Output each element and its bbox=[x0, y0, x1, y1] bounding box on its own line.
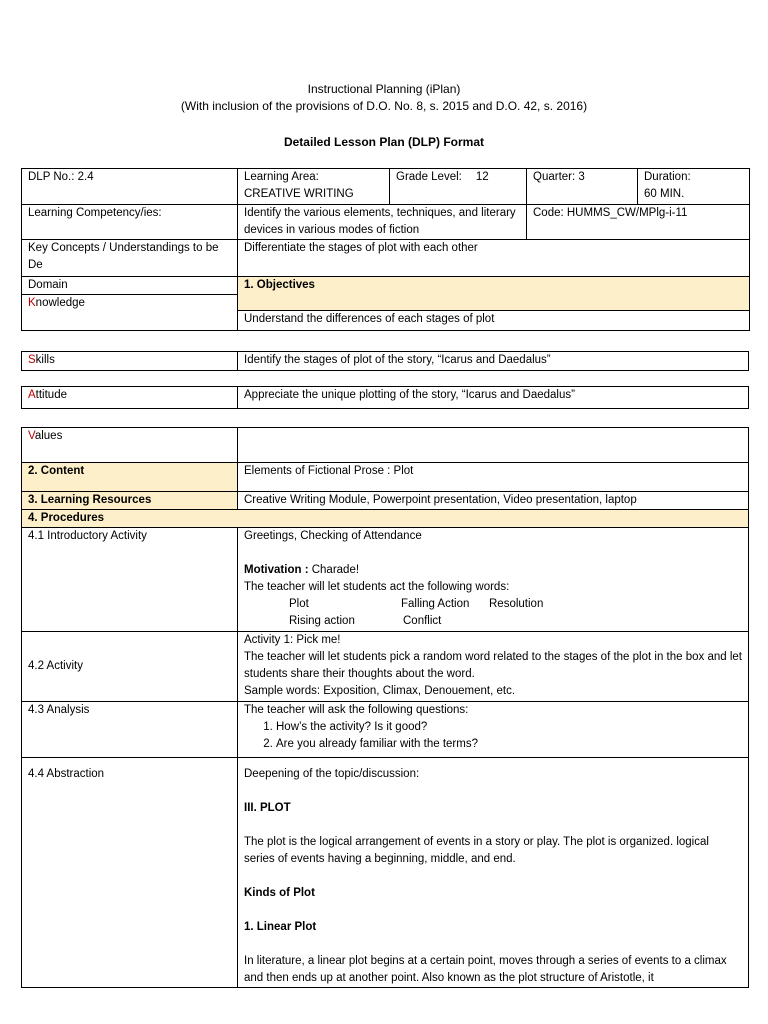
analysis-question: 2. Are you already familiar with the terms? bbox=[276, 736, 742, 753]
analysis-question: 1. How’s the activity? Is it good? bbox=[276, 719, 742, 736]
resources-label: 3. Learning Resources bbox=[28, 494, 152, 506]
attitude-value: Appreciate the unique plotting of the story, “Icarus and Daedalus” bbox=[244, 389, 575, 401]
linear-plot-text: In literature, a linear plot begins at a certain point, moves through a series of events to a climax and then ends up at another point. Also known as the plot structure of Aristotle, it bbox=[244, 955, 727, 984]
kinds-of-plot-heading: Kinds of Plot bbox=[244, 887, 315, 899]
skills-initial: S bbox=[28, 354, 36, 366]
motivation-label: Motivation : bbox=[244, 564, 309, 576]
resources-value-cell bbox=[238, 492, 749, 510]
content-label-cell bbox=[22, 463, 238, 492]
knowledge-value: Understand the differences of each stages of plot bbox=[244, 313, 495, 325]
plan-subtitle: (With inclusion of the provisions of D.O. No. 8, s. 2015 and D.O. 42, s. 2016) bbox=[180, 99, 588, 113]
abstraction-deepening: Deepening of the topic/discussion: bbox=[244, 768, 420, 780]
attitude-label: ttitude bbox=[35, 389, 67, 401]
key-concepts-label-cell bbox=[22, 240, 238, 277]
content-value: Elements of Fictional Prose : Plot bbox=[244, 465, 414, 477]
quarter-cell bbox=[527, 169, 638, 205]
attitude-label-cell bbox=[22, 387, 238, 409]
resources-label-cell bbox=[22, 492, 238, 510]
competency-value: Identify the various elements, techniques, and literary devices in various modes of fiction bbox=[244, 207, 516, 236]
plot-heading: III. PLOT bbox=[244, 802, 291, 814]
competency-value-cell bbox=[238, 205, 527, 240]
skills-label: kills bbox=[35, 354, 55, 366]
procedures-heading-cell bbox=[22, 510, 749, 528]
charade-word: Falling Action bbox=[401, 598, 470, 610]
charade-word: Resolution bbox=[489, 598, 544, 610]
intro-activity-label-cell bbox=[22, 528, 238, 632]
content-label: 2. Content bbox=[28, 465, 85, 477]
activity-label: 4.2 Activity bbox=[28, 660, 83, 672]
content-value-cell bbox=[238, 463, 749, 492]
activity-text: The teacher will let students pick a random word related to the stages of the plot in the box and let students share their thoughts about the word. bbox=[244, 651, 742, 680]
intro-activity-label: 4.1 Introductory Activity bbox=[28, 530, 147, 542]
values-label: alues bbox=[34, 430, 63, 442]
activity-label-cell bbox=[22, 632, 238, 702]
objectives-cell bbox=[238, 277, 750, 311]
competency-label-cell bbox=[22, 205, 238, 240]
key-concepts-value: Differentiate the stages of plot with each other bbox=[244, 242, 478, 254]
charade-word: Plot bbox=[289, 598, 309, 610]
attitude-table bbox=[21, 386, 749, 409]
dlp-number: DLP No.: 2.4 bbox=[28, 171, 94, 183]
info-table bbox=[21, 168, 750, 331]
skills-value: Identify the stages of plot of the story, “Icarus and Daedalus” bbox=[244, 354, 551, 366]
abstraction-cell bbox=[238, 758, 749, 988]
analysis-label: 4.3 Analysis bbox=[28, 704, 90, 716]
objectives-heading: 1. Objectives bbox=[244, 279, 315, 291]
duration-label: Duration: bbox=[644, 171, 691, 183]
plot-definition: The plot is the logical arrangement of events in a story or play. The plot is organized. logical series of events having a beginning, middle, and end. bbox=[244, 836, 709, 865]
learning-area-label: Learning Area: bbox=[244, 171, 319, 183]
activity-sample-words: Sample words: Exposition, Climax, Denouement, etc. bbox=[244, 685, 516, 697]
intro-activity-cell bbox=[238, 528, 749, 632]
learning-area-cell bbox=[238, 169, 390, 205]
learning-area-value: CREATIVE WRITING bbox=[244, 188, 354, 200]
skills-value-cell bbox=[238, 352, 749, 371]
analysis-intro: The teacher will ask the following questions: bbox=[244, 704, 469, 716]
attitude-initial: A bbox=[28, 389, 36, 401]
duration-value: 60 MIN. bbox=[644, 188, 685, 200]
skills-table bbox=[21, 351, 749, 371]
domain-label: Domain bbox=[28, 279, 68, 291]
competency-label: Learning Competency/ies: bbox=[28, 207, 162, 219]
values-initial: V bbox=[28, 430, 35, 442]
code-cell bbox=[527, 205, 750, 240]
greeting-text: Greetings, Checking of Attendance bbox=[244, 530, 422, 542]
abstraction-label-cell bbox=[22, 758, 238, 988]
analysis-cell bbox=[238, 702, 749, 758]
dlp-format-title: Detailed Lesson Plan (DLP) Format bbox=[283, 135, 485, 149]
motivation-value: Charade! bbox=[311, 564, 360, 576]
knowledge-initial: K bbox=[28, 297, 36, 309]
values-label-cell bbox=[22, 428, 238, 463]
activity-title: Activity 1: Pick me! bbox=[244, 634, 341, 646]
analysis-label-cell bbox=[22, 702, 238, 758]
domain-label-cell bbox=[22, 277, 238, 295]
quarter: Quarter: 3 bbox=[533, 171, 585, 183]
skills-label-cell bbox=[22, 352, 238, 371]
grade-level-label: Grade Level: bbox=[396, 171, 462, 183]
knowledge-value-cell bbox=[238, 311, 750, 331]
motivation-instruction: The teacher will let students act the following words: bbox=[244, 581, 510, 593]
resources-value: Creative Writing Module, Powerpoint presentation, Video presentation, laptop bbox=[244, 494, 637, 506]
charade-word: Rising action bbox=[289, 615, 355, 627]
key-concepts-value-cell bbox=[238, 240, 750, 277]
activity-cell bbox=[238, 632, 749, 702]
knowledge-label: nowledge bbox=[35, 297, 85, 309]
grade-level-value: 12 bbox=[475, 171, 489, 183]
values-value-cell bbox=[238, 428, 749, 463]
procedures-table bbox=[21, 427, 749, 988]
plan-title: Instructional Planning (iPlan) bbox=[307, 82, 461, 96]
key-concepts-label: Key Concepts / Understandings to be De bbox=[28, 242, 219, 271]
dlp-number-cell bbox=[22, 169, 238, 205]
grade-level-cell bbox=[390, 169, 527, 205]
attitude-value-cell bbox=[238, 387, 749, 409]
charade-word: Conflict bbox=[403, 615, 442, 627]
duration-cell bbox=[638, 169, 750, 205]
competency-code: Code: HUMMS_CW/MPlg-i-11 bbox=[533, 207, 688, 219]
procedures-heading: 4. Procedures bbox=[28, 512, 105, 524]
knowledge-label-cell bbox=[22, 295, 238, 331]
abstraction-label: 4.4 Abstraction bbox=[28, 768, 105, 780]
analysis-questions bbox=[244, 719, 742, 753]
linear-plot-heading: 1. Linear Plot bbox=[244, 921, 317, 933]
